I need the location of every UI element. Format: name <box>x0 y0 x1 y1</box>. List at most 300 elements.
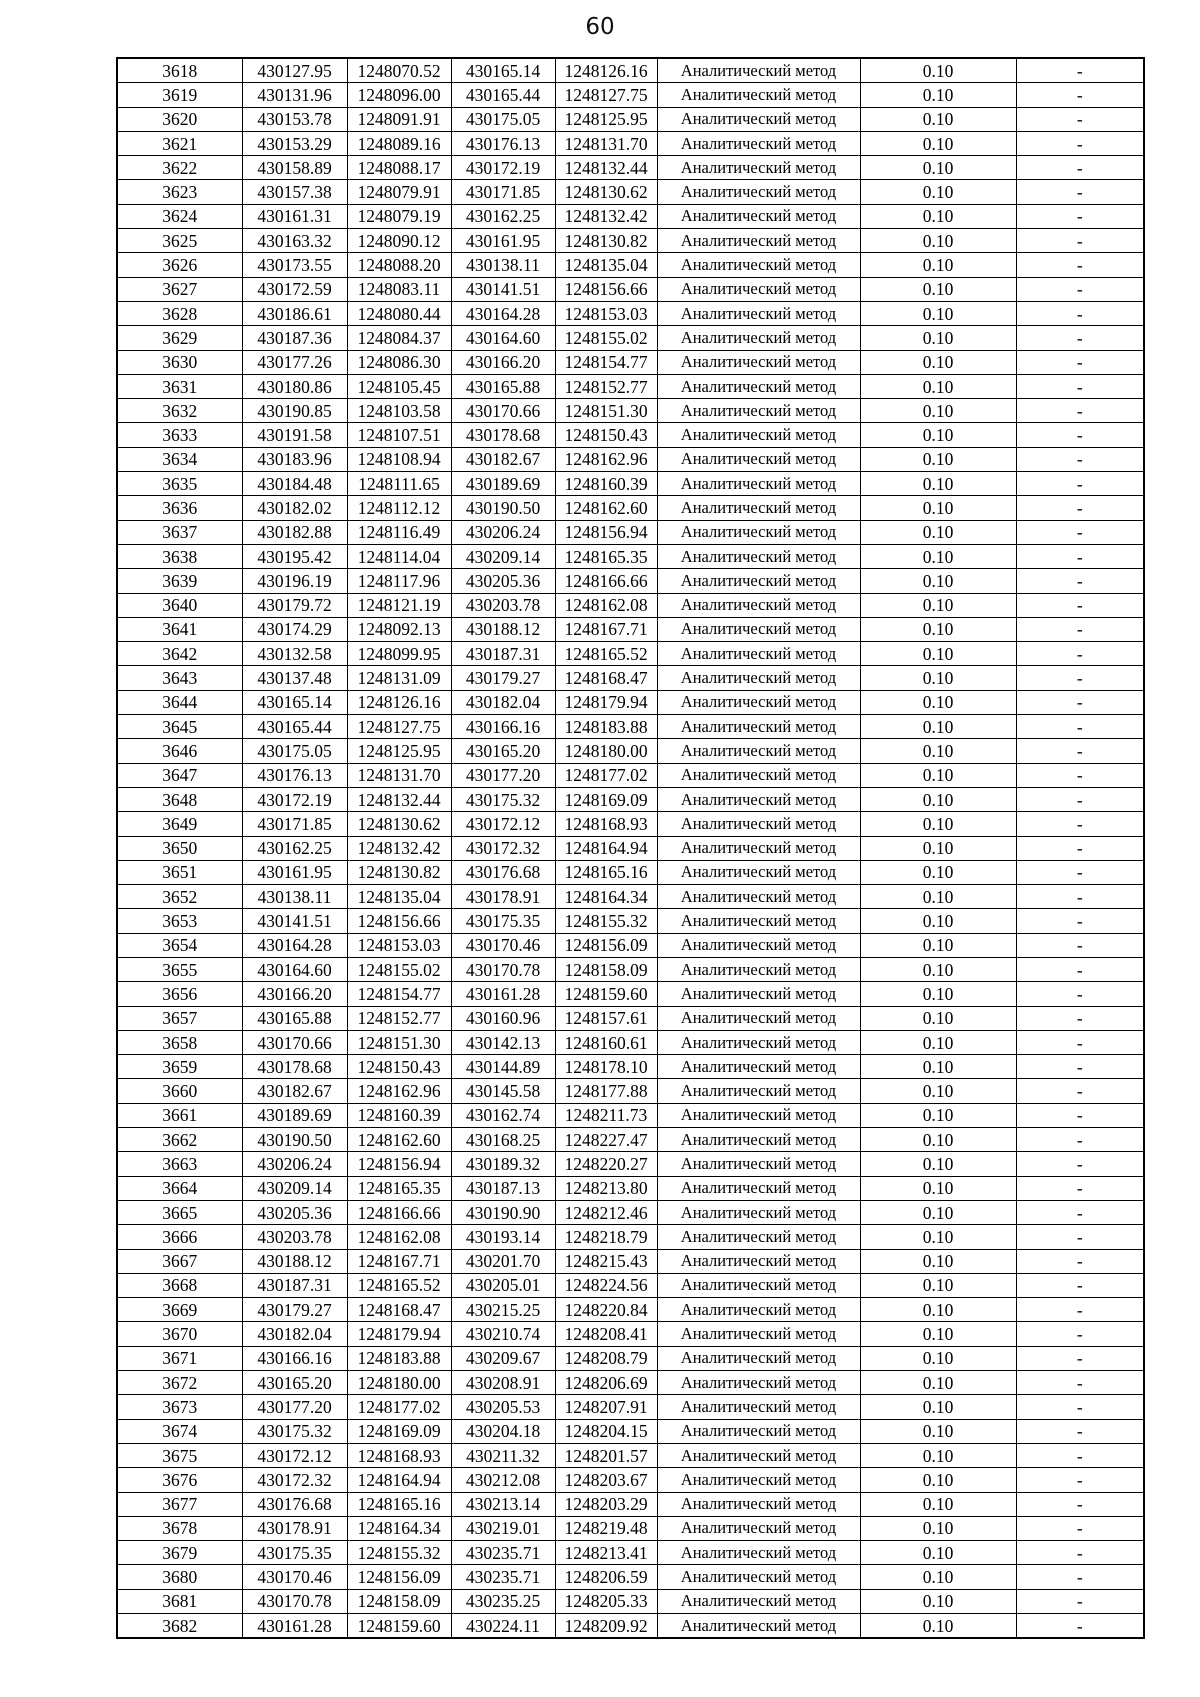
x-to-cell: 430235.25 <box>451 1589 555 1613</box>
method-cell: Аналитический метод <box>657 957 860 981</box>
y-to-cell: 1248220.84 <box>555 1298 657 1322</box>
y-to-cell: 1248162.60 <box>555 496 657 520</box>
x-to-cell: 430164.28 <box>451 301 555 325</box>
note-cell: - <box>1016 593 1144 617</box>
x-to-cell: 430206.24 <box>451 520 555 544</box>
accuracy-cell: 0.10 <box>860 180 1016 204</box>
accuracy-cell: 0.10 <box>860 1006 1016 1030</box>
note-cell: - <box>1016 423 1144 447</box>
y-from-cell: 1248132.42 <box>347 836 451 860</box>
note-cell: - <box>1016 326 1144 350</box>
y-to-cell: 1248126.16 <box>555 58 657 83</box>
y-from-cell: 1248079.91 <box>347 180 451 204</box>
note-cell: - <box>1016 933 1144 957</box>
accuracy-cell: 0.10 <box>860 1371 1016 1395</box>
y-to-cell: 1248206.59 <box>555 1565 657 1589</box>
method-cell: Аналитический метод <box>657 1492 860 1516</box>
accuracy-cell: 0.10 <box>860 715 1016 739</box>
table-row <box>117 1128 1144 1152</box>
method-cell: Аналитический метод <box>657 350 860 374</box>
x-to-cell: 430176.68 <box>451 860 555 884</box>
method-cell: Аналитический метод <box>657 885 860 909</box>
y-to-cell: 1248160.39 <box>555 472 657 496</box>
y-to-cell: 1248220.27 <box>555 1152 657 1176</box>
y-from-cell: 1248111.65 <box>347 472 451 496</box>
y-from-cell: 1248153.03 <box>347 933 451 957</box>
x-from-cell: 430196.19 <box>242 569 347 593</box>
table-row <box>117 1030 1144 1054</box>
x-to-cell: 430235.71 <box>451 1565 555 1589</box>
x-from-cell: 430186.61 <box>242 301 347 325</box>
table-row <box>117 642 1144 666</box>
method-cell: Аналитический метод <box>657 544 860 568</box>
y-from-cell: 1248165.52 <box>347 1273 451 1297</box>
accuracy-cell: 0.10 <box>860 1030 1016 1054</box>
method-cell: Аналитический метод <box>657 253 860 277</box>
point-number-cell: 3656 <box>117 982 242 1006</box>
accuracy-cell: 0.10 <box>860 569 1016 593</box>
note-cell: - <box>1016 58 1144 83</box>
note-cell: - <box>1016 1298 1144 1322</box>
note-cell: - <box>1016 544 1144 568</box>
y-from-cell: 1248114.04 <box>347 544 451 568</box>
y-from-cell: 1248099.95 <box>347 642 451 666</box>
y-to-cell: 1248212.46 <box>555 1200 657 1224</box>
y-from-cell: 1248162.08 <box>347 1225 451 1249</box>
point-number-cell: 3626 <box>117 253 242 277</box>
x-from-cell: 430209.14 <box>242 1176 347 1200</box>
accuracy-cell: 0.10 <box>860 83 1016 107</box>
y-from-cell: 1248132.44 <box>347 787 451 811</box>
note-cell: - <box>1016 1395 1144 1419</box>
y-to-cell: 1248125.95 <box>555 107 657 131</box>
x-to-cell: 430161.95 <box>451 229 555 253</box>
y-to-cell: 1248205.33 <box>555 1589 657 1613</box>
x-from-cell: 430172.59 <box>242 277 347 301</box>
point-number-cell: 3631 <box>117 374 242 398</box>
x-to-cell: 430187.13 <box>451 1176 555 1200</box>
x-to-cell: 430205.01 <box>451 1273 555 1297</box>
x-from-cell: 430172.19 <box>242 787 347 811</box>
table-row <box>117 1468 1144 1492</box>
y-to-cell: 1248206.69 <box>555 1371 657 1395</box>
method-cell: Аналитический метод <box>657 1516 860 1540</box>
x-to-cell: 430189.32 <box>451 1152 555 1176</box>
y-to-cell: 1248168.47 <box>555 666 657 690</box>
table-row <box>117 982 1144 1006</box>
note-cell: - <box>1016 1419 1144 1443</box>
x-from-cell: 430141.51 <box>242 909 347 933</box>
y-to-cell: 1248152.77 <box>555 374 657 398</box>
accuracy-cell: 0.10 <box>860 739 1016 763</box>
x-from-cell: 430189.69 <box>242 1103 347 1127</box>
method-cell: Аналитический метод <box>657 1103 860 1127</box>
method-cell: Аналитический метод <box>657 1589 860 1613</box>
y-from-cell: 1248080.44 <box>347 301 451 325</box>
method-cell: Аналитический метод <box>657 1614 860 1639</box>
note-cell: - <box>1016 1273 1144 1297</box>
y-from-cell: 1248088.17 <box>347 156 451 180</box>
method-cell: Аналитический метод <box>657 666 860 690</box>
table-row <box>117 569 1144 593</box>
x-from-cell: 430183.96 <box>242 447 347 471</box>
y-to-cell: 1248154.77 <box>555 350 657 374</box>
method-cell: Аналитический метод <box>657 229 860 253</box>
x-from-cell: 430170.78 <box>242 1589 347 1613</box>
x-to-cell: 430178.68 <box>451 423 555 447</box>
y-from-cell: 1248091.91 <box>347 107 451 131</box>
y-to-cell: 1248153.03 <box>555 301 657 325</box>
y-from-cell: 1248121.19 <box>347 593 451 617</box>
x-from-cell: 430172.32 <box>242 1468 347 1492</box>
table-row <box>117 763 1144 787</box>
y-from-cell: 1248168.93 <box>347 1443 451 1467</box>
y-from-cell: 1248160.39 <box>347 1103 451 1127</box>
table-row <box>117 496 1144 520</box>
point-number-cell: 3619 <box>117 83 242 107</box>
point-number-cell: 3625 <box>117 229 242 253</box>
y-to-cell: 1248201.57 <box>555 1443 657 1467</box>
table-row <box>117 1492 1144 1516</box>
y-to-cell: 1248155.32 <box>555 909 657 933</box>
x-from-cell: 430153.29 <box>242 131 347 155</box>
method-cell: Аналитический метод <box>657 131 860 155</box>
note-cell: - <box>1016 1225 1144 1249</box>
table-row <box>117 957 1144 981</box>
accuracy-cell: 0.10 <box>860 1516 1016 1540</box>
point-number-cell: 3655 <box>117 957 242 981</box>
x-to-cell: 430142.13 <box>451 1030 555 1054</box>
y-to-cell: 1248130.82 <box>555 229 657 253</box>
method-cell: Аналитический метод <box>657 642 860 666</box>
method-cell: Аналитический метод <box>657 739 860 763</box>
note-cell: - <box>1016 1468 1144 1492</box>
x-to-cell: 430210.74 <box>451 1322 555 1346</box>
table-row <box>117 787 1144 811</box>
x-to-cell: 430203.78 <box>451 593 555 617</box>
y-from-cell: 1248177.02 <box>347 1395 451 1419</box>
table-row <box>117 447 1144 471</box>
y-from-cell: 1248105.45 <box>347 374 451 398</box>
point-number-cell: 3679 <box>117 1541 242 1565</box>
y-to-cell: 1248215.43 <box>555 1249 657 1273</box>
y-from-cell: 1248070.52 <box>347 58 451 83</box>
method-cell: Аналитический метод <box>657 1030 860 1054</box>
y-to-cell: 1248159.60 <box>555 982 657 1006</box>
point-number-cell: 3622 <box>117 156 242 180</box>
note-cell: - <box>1016 253 1144 277</box>
table-row <box>117 520 1144 544</box>
y-to-cell: 1248168.93 <box>555 812 657 836</box>
x-from-cell: 430157.38 <box>242 180 347 204</box>
accuracy-cell: 0.10 <box>860 982 1016 1006</box>
x-from-cell: 430172.12 <box>242 1443 347 1467</box>
page-number: 60 <box>585 14 615 40</box>
point-number-cell: 3672 <box>117 1371 242 1395</box>
method-cell: Аналитический метод <box>657 1079 860 1103</box>
x-from-cell: 430179.72 <box>242 593 347 617</box>
table-row <box>117 58 1144 83</box>
method-cell: Аналитический метод <box>657 1249 860 1273</box>
y-from-cell: 1248164.94 <box>347 1468 451 1492</box>
table-row <box>117 1225 1144 1249</box>
point-number-cell: 3674 <box>117 1419 242 1443</box>
table-row <box>117 739 1144 763</box>
y-to-cell: 1248224.56 <box>555 1273 657 1297</box>
note-cell: - <box>1016 1565 1144 1589</box>
point-number-cell: 3675 <box>117 1443 242 1467</box>
y-from-cell: 1248155.02 <box>347 957 451 981</box>
method-cell: Аналитический метод <box>657 180 860 204</box>
table-row <box>117 933 1144 957</box>
point-number-cell: 3671 <box>117 1346 242 1370</box>
y-from-cell: 1248117.96 <box>347 569 451 593</box>
accuracy-cell: 0.10 <box>860 544 1016 568</box>
note-cell: - <box>1016 156 1144 180</box>
x-to-cell: 430175.32 <box>451 787 555 811</box>
x-from-cell: 430161.95 <box>242 860 347 884</box>
x-from-cell: 430138.11 <box>242 885 347 909</box>
note-cell: - <box>1016 1614 1144 1639</box>
method-cell: Аналитический метод <box>657 1443 860 1467</box>
method-cell: Аналитический метод <box>657 1346 860 1370</box>
method-cell: Аналитический метод <box>657 1128 860 1152</box>
table-row <box>117 1273 1144 1297</box>
point-number-cell: 3649 <box>117 812 242 836</box>
method-cell: Аналитический метод <box>657 1176 860 1200</box>
note-cell: - <box>1016 301 1144 325</box>
x-to-cell: 430166.20 <box>451 350 555 374</box>
method-cell: Аналитический метод <box>657 787 860 811</box>
y-from-cell: 1248125.95 <box>347 739 451 763</box>
y-from-cell: 1248079.19 <box>347 204 451 228</box>
method-cell: Аналитический метод <box>657 1152 860 1176</box>
x-to-cell: 430162.25 <box>451 204 555 228</box>
point-number-cell: 3662 <box>117 1128 242 1152</box>
table-row <box>117 1614 1144 1639</box>
y-to-cell: 1248162.96 <box>555 447 657 471</box>
note-cell: - <box>1016 496 1144 520</box>
x-to-cell: 430209.14 <box>451 544 555 568</box>
x-from-cell: 430191.58 <box>242 423 347 447</box>
note-cell: - <box>1016 715 1144 739</box>
note-cell: - <box>1016 642 1144 666</box>
y-to-cell: 1248132.42 <box>555 204 657 228</box>
y-to-cell: 1248164.94 <box>555 836 657 860</box>
table-row <box>117 617 1144 641</box>
table-body <box>117 58 1144 1638</box>
x-from-cell: 430166.16 <box>242 1346 347 1370</box>
point-number-cell: 3640 <box>117 593 242 617</box>
method-cell: Аналитический метод <box>657 690 860 714</box>
x-to-cell: 430190.50 <box>451 496 555 520</box>
accuracy-cell: 0.10 <box>860 957 1016 981</box>
y-from-cell: 1248166.66 <box>347 1200 451 1224</box>
table-row <box>117 1249 1144 1273</box>
point-number-cell: 3664 <box>117 1176 242 1200</box>
x-to-cell: 430182.67 <box>451 447 555 471</box>
method-cell: Аналитический метод <box>657 301 860 325</box>
x-from-cell: 430158.89 <box>242 156 347 180</box>
note-cell: - <box>1016 1079 1144 1103</box>
table-row <box>117 836 1144 860</box>
note-cell: - <box>1016 1128 1144 1152</box>
x-to-cell: 430179.27 <box>451 666 555 690</box>
y-from-cell: 1248083.11 <box>347 277 451 301</box>
x-to-cell: 430138.11 <box>451 253 555 277</box>
y-from-cell: 1248130.82 <box>347 860 451 884</box>
y-from-cell: 1248131.70 <box>347 763 451 787</box>
accuracy-cell: 0.10 <box>860 1298 1016 1322</box>
accuracy-cell: 0.10 <box>860 1322 1016 1346</box>
accuracy-cell: 0.10 <box>860 472 1016 496</box>
accuracy-cell: 0.10 <box>860 885 1016 909</box>
x-from-cell: 430170.46 <box>242 1565 347 1589</box>
method-cell: Аналитический метод <box>657 156 860 180</box>
x-to-cell: 430188.12 <box>451 617 555 641</box>
y-from-cell: 1248127.75 <box>347 715 451 739</box>
table-row <box>117 1589 1144 1613</box>
y-to-cell: 1248158.09 <box>555 957 657 981</box>
note-cell: - <box>1016 739 1144 763</box>
x-from-cell: 430137.48 <box>242 666 347 690</box>
x-to-cell: 430224.11 <box>451 1614 555 1639</box>
method-cell: Аналитический метод <box>657 1225 860 1249</box>
y-to-cell: 1248157.61 <box>555 1006 657 1030</box>
x-from-cell: 430161.28 <box>242 1614 347 1639</box>
accuracy-cell: 0.10 <box>860 836 1016 860</box>
note-cell: - <box>1016 277 1144 301</box>
y-to-cell: 1248150.43 <box>555 423 657 447</box>
y-to-cell: 1248130.62 <box>555 180 657 204</box>
x-from-cell: 430164.60 <box>242 957 347 981</box>
x-to-cell: 430164.60 <box>451 326 555 350</box>
point-number-cell: 3654 <box>117 933 242 957</box>
table-row <box>117 350 1144 374</box>
method-cell: Аналитический метод <box>657 1006 860 1030</box>
table-row <box>117 374 1144 398</box>
x-to-cell: 430205.53 <box>451 1395 555 1419</box>
y-to-cell: 1248180.00 <box>555 739 657 763</box>
x-to-cell: 430175.05 <box>451 107 555 131</box>
method-cell: Аналитический метод <box>657 982 860 1006</box>
method-cell: Аналитический метод <box>657 520 860 544</box>
table-row <box>117 131 1144 155</box>
x-from-cell: 430171.85 <box>242 812 347 836</box>
x-to-cell: 430209.67 <box>451 1346 555 1370</box>
x-from-cell: 430178.68 <box>242 1055 347 1079</box>
accuracy-cell: 0.10 <box>860 763 1016 787</box>
point-number-cell: 3648 <box>117 787 242 811</box>
table-row <box>117 301 1144 325</box>
table-row <box>117 1395 1144 1419</box>
table-row <box>117 1006 1144 1030</box>
table-row <box>117 277 1144 301</box>
y-to-cell: 1248203.67 <box>555 1468 657 1492</box>
y-to-cell: 1248213.41 <box>555 1541 657 1565</box>
note-cell: - <box>1016 787 1144 811</box>
y-from-cell: 1248090.12 <box>347 229 451 253</box>
y-from-cell: 1248162.96 <box>347 1079 451 1103</box>
method-cell: Аналитический метод <box>657 83 860 107</box>
method-cell: Аналитический метод <box>657 496 860 520</box>
y-to-cell: 1248166.66 <box>555 569 657 593</box>
point-number-cell: 3629 <box>117 326 242 350</box>
point-number-cell: 3665 <box>117 1200 242 1224</box>
table-row <box>117 593 1144 617</box>
method-cell: Аналитический метод <box>657 1371 860 1395</box>
y-to-cell: 1248204.15 <box>555 1419 657 1443</box>
method-cell: Аналитический метод <box>657 569 860 593</box>
y-from-cell: 1248162.60 <box>347 1128 451 1152</box>
point-number-cell: 3668 <box>117 1273 242 1297</box>
accuracy-cell: 0.10 <box>860 1492 1016 1516</box>
y-to-cell: 1248213.80 <box>555 1176 657 1200</box>
note-cell: - <box>1016 1055 1144 1079</box>
note-cell: - <box>1016 204 1144 228</box>
x-from-cell: 430177.20 <box>242 1395 347 1419</box>
point-number-cell: 3660 <box>117 1079 242 1103</box>
y-from-cell: 1248155.32 <box>347 1541 451 1565</box>
y-from-cell: 1248152.77 <box>347 1006 451 1030</box>
note-cell: - <box>1016 350 1144 374</box>
note-cell: - <box>1016 1200 1144 1224</box>
note-cell: - <box>1016 569 1144 593</box>
accuracy-cell: 0.10 <box>860 253 1016 277</box>
x-from-cell: 430176.13 <box>242 763 347 787</box>
method-cell: Аналитический метод <box>657 593 860 617</box>
table-row <box>117 1103 1144 1127</box>
note-cell: - <box>1016 666 1144 690</box>
y-from-cell: 1248183.88 <box>347 1346 451 1370</box>
x-to-cell: 430208.91 <box>451 1371 555 1395</box>
note-cell: - <box>1016 1443 1144 1467</box>
x-from-cell: 430177.26 <box>242 350 347 374</box>
point-number-cell: 3678 <box>117 1516 242 1540</box>
x-to-cell: 430175.35 <box>451 909 555 933</box>
accuracy-cell: 0.10 <box>860 1541 1016 1565</box>
accuracy-cell: 0.10 <box>860 787 1016 811</box>
table-row <box>117 1176 1144 1200</box>
point-number-cell: 3639 <box>117 569 242 593</box>
point-number-cell: 3635 <box>117 472 242 496</box>
point-number-cell: 3676 <box>117 1468 242 1492</box>
note-cell: - <box>1016 1346 1144 1370</box>
note-cell: - <box>1016 1371 1144 1395</box>
x-from-cell: 430175.35 <box>242 1541 347 1565</box>
accuracy-cell: 0.10 <box>860 301 1016 325</box>
x-to-cell: 430204.18 <box>451 1419 555 1443</box>
y-from-cell: 1248126.16 <box>347 690 451 714</box>
table-row <box>117 885 1144 909</box>
point-number-cell: 3663 <box>117 1152 242 1176</box>
x-from-cell: 430187.31 <box>242 1273 347 1297</box>
point-number-cell: 3666 <box>117 1225 242 1249</box>
y-from-cell: 1248131.09 <box>347 666 451 690</box>
x-to-cell: 430190.90 <box>451 1200 555 1224</box>
table-row <box>117 666 1144 690</box>
x-from-cell: 430165.14 <box>242 690 347 714</box>
y-from-cell: 1248108.94 <box>347 447 451 471</box>
accuracy-cell: 0.10 <box>860 1614 1016 1639</box>
y-to-cell: 1248160.61 <box>555 1030 657 1054</box>
method-cell: Аналитический метод <box>657 447 860 471</box>
accuracy-cell: 0.10 <box>860 1176 1016 1200</box>
note-cell: - <box>1016 1249 1144 1273</box>
point-number-cell: 3618 <box>117 58 242 83</box>
accuracy-cell: 0.10 <box>860 277 1016 301</box>
accuracy-cell: 0.10 <box>860 909 1016 933</box>
